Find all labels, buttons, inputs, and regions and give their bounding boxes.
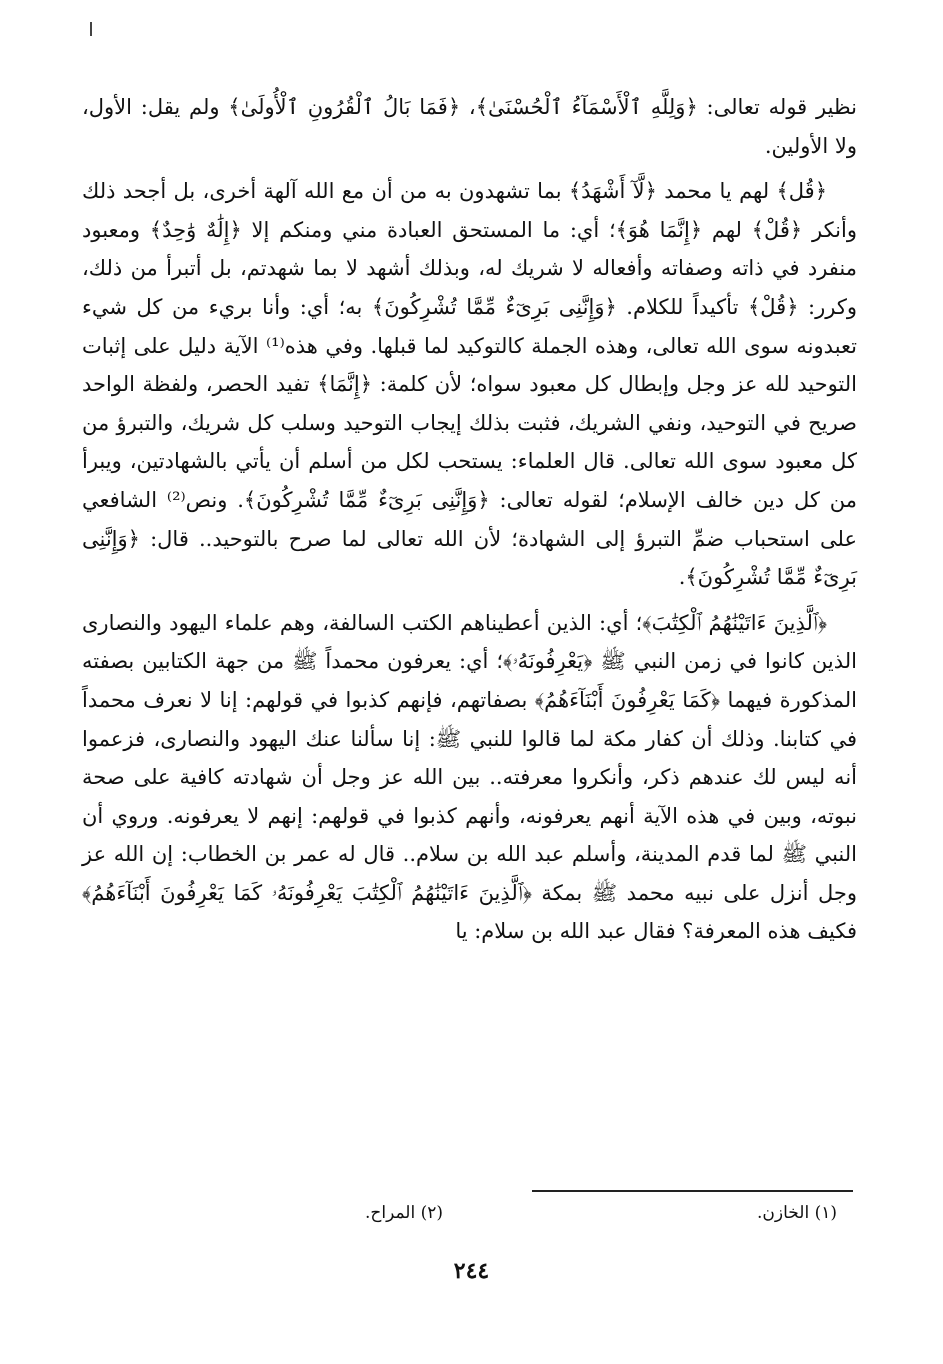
footnote: (٢) المراح.: [364, 1203, 443, 1223]
page-number: ٢٤٤: [453, 1258, 490, 1284]
main-text: [82, 88, 857, 951]
paragraph: ﴿ٱلَّذِينَ ءَاتَيْنَٰهُمُ ٱلْكِتَٰبَ﴾؛ أي: الذين أعطيناهم الكتب السالفة، وهم علماء اليهود والنصارى الذين كانوا في زمن النبي ﷺ ﴿يَعْرِفُونَهُۥ﴾؛ أي: يعرفون محمداً ﷺ من جهة الكتابين بصفته المذكورة فيهما ﴿كَمَا يَعْرِفُونَ أَبْنَآءَهُمُ﴾ بصفاتهم، فإنهم كذبوا في قولهم: إنا لا نعرف محمداً في كتابنا. وذلك أن كفار مكة لما قالوا للنبي ﷺ: إنا سألنا عنك اليهود والنصارى، فزعموا أنه ليس لك عندهم ذكر، وأنكروا معرفته.. بين الله عز وجل أن شهادته كافية على صحة نبوته، وبين في هذه الآية أنهم يعرفونه، وأنهم كذبوا في قولهم: إنهم لا يعرفونه. وروي أن النبي ﷺ لما قدم المدينة، وأسلم عبد الله بن سلام.. قال له عمر بن الخطاب: إن الله عز وجل أنزل على نبيه محمد ﷺ بمكة ﴿ٱلَّذِينَ ءَاتَيْنَٰهُمُ ٱلْكِتَٰبَ يَعْرِفُونَهُۥ كَمَا يَعْرِفُونَ أَبْنَآءَهُمُ﴾ فكيف هذه المعرفة؟ فقال عبد الله بن سلام: يا: [82, 610, 857, 944]
paragraph: نظير قوله تعالى: ﴿وَلِلَّهِ ٱلْأَسْمَآءُ ٱلْحُسْنَىٰ﴾، ﴿فَمَا بَالُ ٱلْقُرُونِ ٱلْأُولَىٰ﴾ ولم يقل: الأول، ولا الأولين.: [82, 95, 857, 158]
paragraph: ﴿قُل﴾ لهم يا محمد ﴿لَّآ أَشْهَدُ﴾ بما تشهدون به من أن مع الله آلهة أخرى، بل أجحد ذلك وأنكر ﴿قُلْ﴾ لهم ﴿إِنَّمَا هُوَ﴾؛ أي: ما المستحق العبادة مني ومنكم إلا ﴿إِلَٰهٌ وَٰحِدٌ﴾ ومعبود منفرد في ذاته وصفاته وأفعاله لا شريك له، وبذلك أشهد لا بما شهدتم، بل أتبرأ من ذلك، وكرر: ﴿قُلْ﴾ تأكيداً للكلام. ﴿وَإِنَّنِى بَرِىٓءٌ مِّمَّا تُشْرِكُونَ﴾ به؛ أي: وأنا بريء من كل شيء تعبدونه سوى الله تعالى، وهذه الجملة كالتوكيد لما قبلها. وفي هذه⁽¹⁾ الآية دليل على إثبات التوحيد لله عز وجل وإبطال كل معبود سواه؛ لأن كلمة: ﴿إِنَّمَا﴾ تفيد الحصر، ولفظة الواحد صريح في التوحيد، ونفي الشريك، فثبت بذلك إيجاب التوحيد وسلب كل شريك، والتبرؤ من كل معبود سوى الله تعالى. قال العلماء: يستحب لكل من أسلم أن يأتي بالشهادتين، ويبرأ من كل دين خالف الإسلام؛ لقوله تعالى: ﴿وَإِنَّنِى بَرِىٓءٌ مِّمَّا تُشْرِكُونَ﴾. ونص⁽²⁾ الشافعي على استحباب ضمِّ التبرؤ إلى الشهادة؛ لأن الله تعالى لما صرح بالتوحيد.. قال: ﴿وَإِنَّنِى بَرِىٓءٌ مِّمَّا تُشْرِكُونَ﴾.: [82, 179, 858, 590]
top-margin-mark: [90, 22, 92, 36]
footnote: (١) الخازن.: [757, 1203, 837, 1223]
footnotes: [0, 1203, 943, 1233]
footnote-separator: [532, 1190, 853, 1192]
